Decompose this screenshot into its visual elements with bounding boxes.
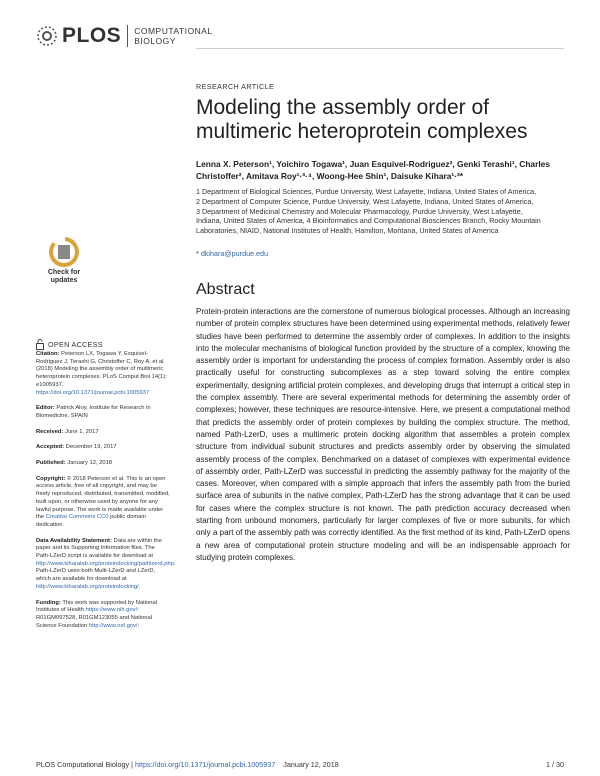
copyright-label: Copyright: [36,475,66,482]
footer-date: January 12, 2018 [283,760,339,769]
page-footer [36,760,564,769]
header-divider [196,48,564,49]
open-access-label [36,339,103,350]
citation-doi-link[interactable]: https://doi.org/10.1371/journal.pcbi.1005937 [36,389,150,396]
nsf-link[interactable]: http://www.nsf.gov/ [88,622,138,629]
footer-separator: | [129,760,135,769]
data-availability-block [36,537,176,592]
editor-block [36,405,170,420]
published-label: Published: [36,460,66,467]
received-label: Received: [36,428,64,435]
published-date: January 12, 2018 [67,460,113,467]
check-updates-label [36,269,92,285]
accepted-label: Accepted: [36,444,65,451]
accepted-date: December 19, 2017 [65,444,117,451]
received-date: June 1, 2017 [65,428,99,435]
accepted-block [36,444,170,452]
data-availability-text: Data are within the paper and its Supporting Information files. The Path-LZerD script is available for download at [36,537,162,560]
logo-divider [127,25,128,47]
data-availability-end: . [138,583,141,590]
pathlzerd-link[interactable]: http://www.kiharalab.org/proteindocking/pathlzerd.php [36,560,174,567]
journal-subtitle-line1: COMPUTATIONAL [134,26,213,36]
funding-mid: : R01GM097528, R01GM123055 and National Science Foundation [36,607,153,629]
funding-end: : [137,622,140,629]
editor-label: Editor: [36,405,55,412]
open-access-text: OPEN ACCESS [48,340,103,349]
journal-logo [36,24,213,48]
copyright-tail: public domain dedication. [36,514,146,528]
nih-link[interactable]: https://www.nih.gov/ [85,607,138,614]
proteindocking-link[interactable]: http://www.kiharalab.org/proteindocking/ [36,583,139,590]
check-for-updates-badge[interactable] [36,237,92,293]
page-number: 1 / 30 [546,760,564,769]
journal-subtitle-line2: BIOLOGY [134,36,176,46]
email-link[interactable]: dkihara@purdue.edu [200,249,269,258]
affiliation-line: 3 Department of Medicinal Chemistry and Molecular Pharmacology, Purdue University, West Lafayette, [196,206,523,216]
copyright-block [36,476,170,530]
footer-doi-link[interactable]: https://doi.org/10.1371/journal.pcbi.1005937 [134,760,276,769]
open-lock-icon [36,339,44,350]
check-updates-line2: updates [50,277,78,284]
citation-block [36,351,170,397]
affiliation-line: Indiana, United States of America, 4 Bioinformatics and Computational Biosciences Branch, Rocky Mountain [196,216,541,226]
corresponding-email [196,249,268,258]
funding-text: This work was supported by National Institutes of Health [36,599,158,614]
received-block [36,429,170,437]
article-title: Modeling the assembly order of multimeric heteroprotein complexes [196,96,528,143]
citation-label: Citation: [36,351,60,357]
funding-label: Funding: [36,599,61,606]
abstract-text: Protein-protein interactions are the cornerstone of numerous biological processes. Although an increasing number of protein complex structures have been determined using experimental methods, relatively fewer studies have been performed to determine the assembly order of complexes. In addition to the insights into the molecular mechanisms of biological function provided by the structure of a complex, knowing the assembly order is important for understanding the process of complex formation. Assembly order is also practically useful for constructing subcomplexes as a step toward solving the entire complex experimentally, designing artificial protein complexes, and developing drugs that interrupt a critical step in the complex assembly. There are several experimental methods for determining the assembly order of complexes; however, these techniques are resource-intensive. Here, we present a computational method that predicts the assembly order of protein complexes by building the complex structure. The method, named Path-LzerD, uses a multimeric protein docking algorithm that assembles a protein complex structure from individual subunit structures and predicts assembly order by observing the simulated assembly process of the complex. Benchmarked on a dataset of complexes with experimental evidence of assembly order, Path-LZerD was successful in predicting the assembly pathway for the majority of the cases. Moreover, when compared with a simple approach that infers the assembly path from the buried surface area of subunits in the native complex, Path-LZerD has the strong advantage that it can be used for cases where the complex structure is not known. The path prediction accuracy decreased when starting from unbound monomers, particularly for larger complexes of five or more subunits, for which only a part of the assembly path was correctly identified. As the first method of its kind, Path-LZerD opens a new area of computational protein structure modeling and will be an indispensable approach for studying protein complexes. [196,307,570,562]
article-type-label: RESEARCH ARTICLE [196,82,275,91]
footer-journal: PLOS Computational Biology [36,760,130,769]
data-availability-mid: . Path-LZerD uses both Multi-LZerD and LZerD, which are available for download at [36,560,176,583]
editor-text: Patrick Aloy, Institute for Research in Biomedicine, SPAIN [36,405,151,419]
plos-logo-icon [36,25,58,47]
article-sidebar [36,351,176,638]
copyright-text: © 2018 Peterson et al. This is an open access article, free of all copyright, and may be freely reproduced, distributed, transmitted, modified, built upon, or otherwise used by anyone for any lawful purpose. The work is made available under the [36,475,170,521]
affiliation-line: Laboratories, NIAID, National Institutes of Health, Hamilton, Montana, United States of America [196,226,499,236]
published-block [36,460,170,468]
abstract-heading: Abstract [196,281,255,298]
email-star: * [196,249,199,258]
affiliations [196,187,576,236]
author-list: Lenna X. Peterson¹, Yoichiro Togawa¹, Juan Esquivel-Rodriguez², Genki Terashi¹, Charles Christoffer², Amitava Roy¹·³·⁴, Woong-Hee Shin¹, Daisuke Kihara¹·²* [196,159,550,181]
affiliation-line: 2 Department of Computer Science, Purdue University, West Lafayette, Indiana, United States of America, [196,196,534,206]
citation-text: Peterson LX, Togawa Y, Esquivel-Rodriguez J, Terashi G, Christoffer C, Roy A, et al. (2018) Modeling the assembly order of multimeric heteroprotein complexes. PLoS Comput Biol 14(1): e1005937. [36,351,167,388]
license-link[interactable]: Creative Commons CC0 [45,514,109,521]
funding-block [36,600,170,631]
check-updates-icon [36,237,92,269]
journal-name: PLOS [62,24,122,47]
data-availability-label: Data Availability Statement: [36,537,112,544]
check-updates-line1: Check for [47,269,81,276]
journal-subtitle [134,26,212,46]
affiliation-line: 1 Department of Biological Sciences, Purdue University, West Lafayette, Indiana, United States of America, [196,187,537,196]
